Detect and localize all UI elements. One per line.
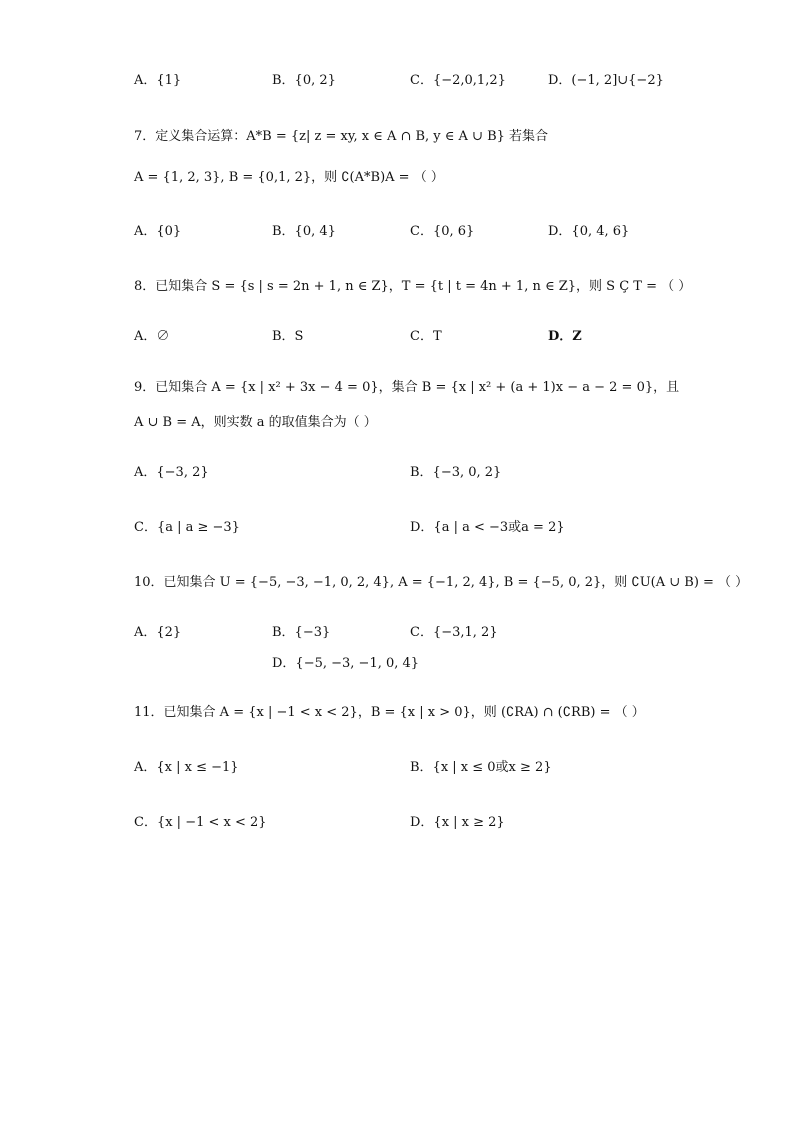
q7-option-c: C．{0, 6} (410, 224, 475, 239)
q7-stem-line1: 7．定义集合运算：A*B = {z| z = xy, x ∈ A ∩ B, y ∈ A ∪ B} 若集合 (134, 129, 549, 144)
q11-stem: 11．已知集合 A = {x | −1 < x < 2}，B = {x | x > 0}，则 (∁RA) ∩ (∁RB) = （ ） (134, 705, 645, 720)
q10-option-a: A．{2} (134, 625, 182, 640)
q11-option-d: D．{x | x ≥ 2} (410, 815, 505, 830)
q8-option-a: A．∅ (134, 329, 170, 344)
q7-stem-line2: A = {1, 2, 3}, B = {0,1, 2}，则 ∁(A*B)A = （ ） (134, 170, 444, 185)
q8-option-d: D．Z (548, 329, 582, 344)
prev-option-d: D．(−1, 2]∪{−2} (548, 73, 664, 88)
q10-option-d: D．{−5, −3, −1, 0, 4} (272, 656, 420, 671)
q10-option-b: B．{−3} (272, 625, 331, 640)
q9-option-a: A．{−3, 2} (134, 465, 209, 480)
q11-option-a: A．{x | x ≤ −1} (134, 760, 239, 775)
q7-option-a: A．{0} (134, 224, 182, 239)
q9-option-d: D．{a | a < −3或a = 2} (410, 520, 565, 535)
q8-option-b: B．S (272, 329, 304, 344)
q8-option-c: C．T (410, 329, 442, 344)
prev-option-c: C．{−2,0,1,2} (410, 73, 506, 88)
q9-stem-line2: A ∪ B = A，则实数 a 的取值集合为（ ） (134, 415, 377, 430)
q9-option-c: C．{a | a ≥ −3} (134, 520, 240, 535)
prev-option-a: A．{1} (134, 73, 182, 88)
q7-option-d: D．{0, 4, 6} (548, 224, 630, 239)
q10-stem: 10．已知集合 U = {−5, −3, −1, 0, 2, 4}, A = {−1, 2, 4}, B = {−5, 0, 2}，则 ∁U(A ∪ B) = （ ） (134, 575, 749, 590)
q9-stem-line1: 9．已知集合 A = {x | x² + 3x − 4 = 0}，集合 B = {x | x² + (a + 1)x − a − 2 = 0}，且 (134, 380, 680, 395)
q11-option-b: B．{x | x ≤ 0或x ≥ 2} (410, 760, 552, 775)
q9-option-b: B．{−3, 0, 2} (410, 465, 502, 480)
q8-stem: 8．已知集合 S = {s | s = 2n + 1, n ∈ Z}，T = {t | t = 4n + 1, n ∈ Z}，则 S Ç T = （ ） (134, 279, 692, 294)
q10-option-c: C．{−3,1, 2} (410, 625, 498, 640)
q7-option-b: B．{0, 4} (272, 224, 336, 239)
q11-option-c: C．{x | −1 < x < 2} (134, 815, 267, 830)
prev-option-b: B．{0, 2} (272, 73, 336, 88)
